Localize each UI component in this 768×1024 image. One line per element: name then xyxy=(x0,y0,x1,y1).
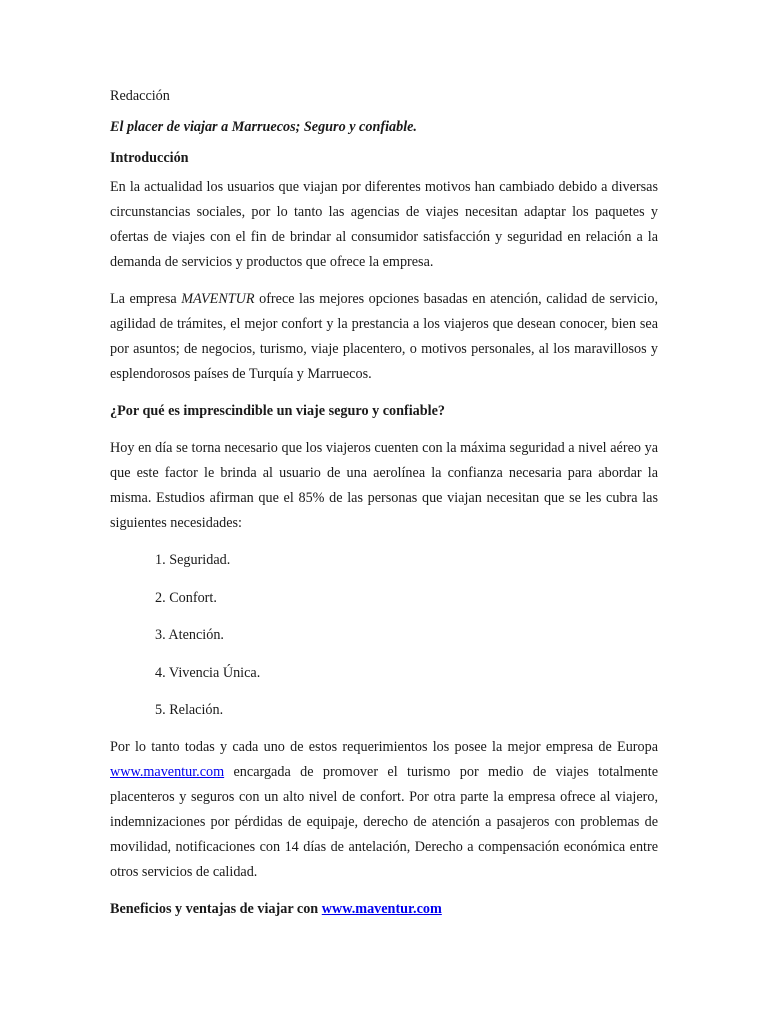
list-item: 4. Vivencia Única. xyxy=(155,664,261,681)
list-item: 1. Seguridad. xyxy=(155,552,231,568)
list-item: 3. Atención. xyxy=(155,627,224,644)
company-para-after: ofrece las mejores opciones basadas en atención, calidad de servicio, agilidad de trámites, el mejor confort y la prestancia a los viajeros que desean conocer, bien sea por asuntos; de negocios, turismo, viaje placentero, o motivos personales, al los maravillosos y esplendorosos países de Turquía y Marruecos. xyxy=(110,291,658,382)
document-page xyxy=(110,84,658,922)
conclusion-paragraph xyxy=(110,735,658,885)
list-item: 2. Confort. xyxy=(155,589,217,606)
conclusion-para-before: Por lo tanto todas y cada uno de estos requerimientos los posee la mejor empresa de Europa xyxy=(110,739,658,756)
doc-title: El placer de viajar a Marruecos; Seguro y confiable. xyxy=(110,119,417,135)
company-paragraph xyxy=(110,287,658,387)
conclusion-para-after: encargada de promover el turismo por medio de viajes totalmente placenteros y seguros con un alto nivel de confort. Por otra parte la empresa ofrece al viajero, indemnizaciones por pérdidas de equipaje, derecho de atención a pasajeros con problemas de movilidad, notificaciones con 14 días de antelación, Derecho a compensación económica entre otros servicios de calidad. xyxy=(110,764,658,881)
maventur-link[interactable]: www.maventur.com xyxy=(110,764,225,781)
doc-label: Redacción xyxy=(110,88,170,104)
maventur-heading-link[interactable]: www.maventur.com xyxy=(321,901,442,918)
benefits-heading xyxy=(110,897,658,922)
company-para-before: La empresa xyxy=(110,291,182,307)
question-heading: ¿Por qué es imprescindible un viaje seguro y confiable? xyxy=(110,403,445,419)
needs-paragraph: Hoy en día se torna necesario que los viajeros cuenten con la máxima seguridad a nivel aéreo ya que este factor le brinda al usuario de una aerolínea la confianza necesaria para abordar la misma. Estudios afirman que el 85% de las personas que viajan necesitan que se les cubra las siguientes necesidades: xyxy=(110,440,658,531)
intro-paragraph: En la actualidad los usuarios que viajan por diferentes motivos han cambiado debido a diversas circunstancias sociales, por lo tanto las agencias de viajes necesitan adaptar los paquetes y ofertas de viajes con el fin de brindar al consumidor satisfacción y seguridad en relación a la demanda de servicios y productos que ofrece la empresa. xyxy=(110,179,658,270)
intro-heading: Introducción xyxy=(110,150,189,166)
company-name: MAVENTUR xyxy=(181,291,255,307)
list-item: 5. Relación. xyxy=(155,702,224,719)
benefits-heading-text: Beneficios y ventajas de viajar con xyxy=(110,901,322,918)
needs-list xyxy=(110,548,658,723)
